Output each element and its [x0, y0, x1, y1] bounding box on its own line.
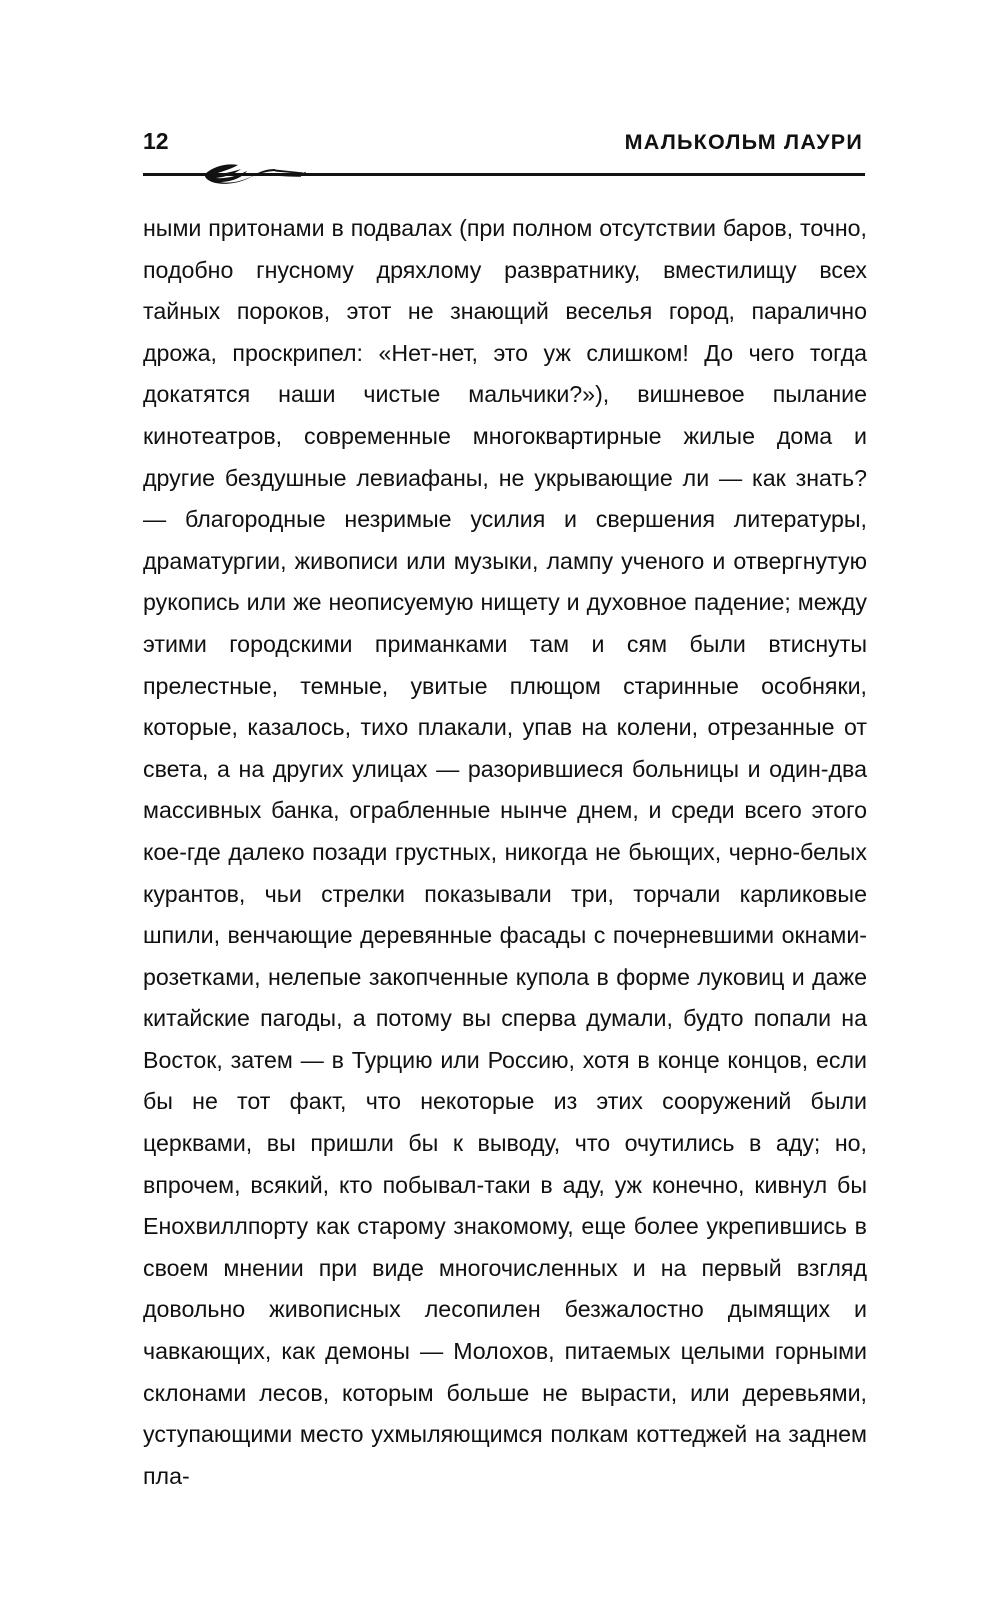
body-paragraph: ными притонами в подвалах (при полном отсутствии баров, точно, подобно гнусному дряхлому развратнику, вместилищу всех тайных пороков, этот не знающий веселья город, паралично дрожа, проскрипел: «Нет-нет, это уж слишком! До чего тогда докатятся наши чистые мальчики?»), вишневое пылание кинотеатров, современные многоквартирные жилые дома и другие бездушные левиафаны, не укрывающие ли — как знать? — благородные незримые усилия и свершения литературы, драматургии, живописи или музыки, лампу ученого и отвергнутую рукопись или же неописуемую нищету и духовное падение; между этими городскими приманками там и сям были втиснуты прелестные, темные, увитые плющом старинные особняки, которые, казалось, тихо плакали, упав на колени, отрезанные от света, а на других улицах — разорившиеся больницы и один-два массивных банка, ограбленные нынче днем, и среди всего этого кое-где далеко позади грустных, никогда не бьющих, черно-белых курантов, чьи стрелки показывали три, торчали карликовые шпили, венчающие деревянные фасады с почерневшими окнами-розетками, нелепые закопченные купола в форме луковиц и даже китайские пагоды, а потому вы сперва думали, будто попали на Восток, затем — в Турцию или Россию, хотя в конце концов, если бы не тот факт, что некоторые из этих сооружений были церквами, вы пришли бы к выводу, что очутились в аду; но, впрочем, всякий, кто побывал-таки в аду, уж конечно, кивнул бы Енохвиллпорту как старому знакомому, еще более укрепившись в своем мнении при виде многочисленных и на первый взгляд довольно живописных лесопилен безжалостно дымящих и чавкающих, как демоны — Молохов, питаемых целыми горными склонами лесов, которым больше не вырасти, или деревьями, уступающими место ухмыляющимся полкам коттеджей на заднем пла- [143, 215, 867, 1489]
page-number: 12 [143, 128, 169, 154]
feather-ornament [201, 159, 311, 187]
page-header [143, 130, 865, 182]
running-title: МАЛЬКОЛЬМ ЛАУРИ [624, 130, 863, 154]
header-rule-group [143, 166, 865, 182]
page-body [143, 208, 867, 1497]
